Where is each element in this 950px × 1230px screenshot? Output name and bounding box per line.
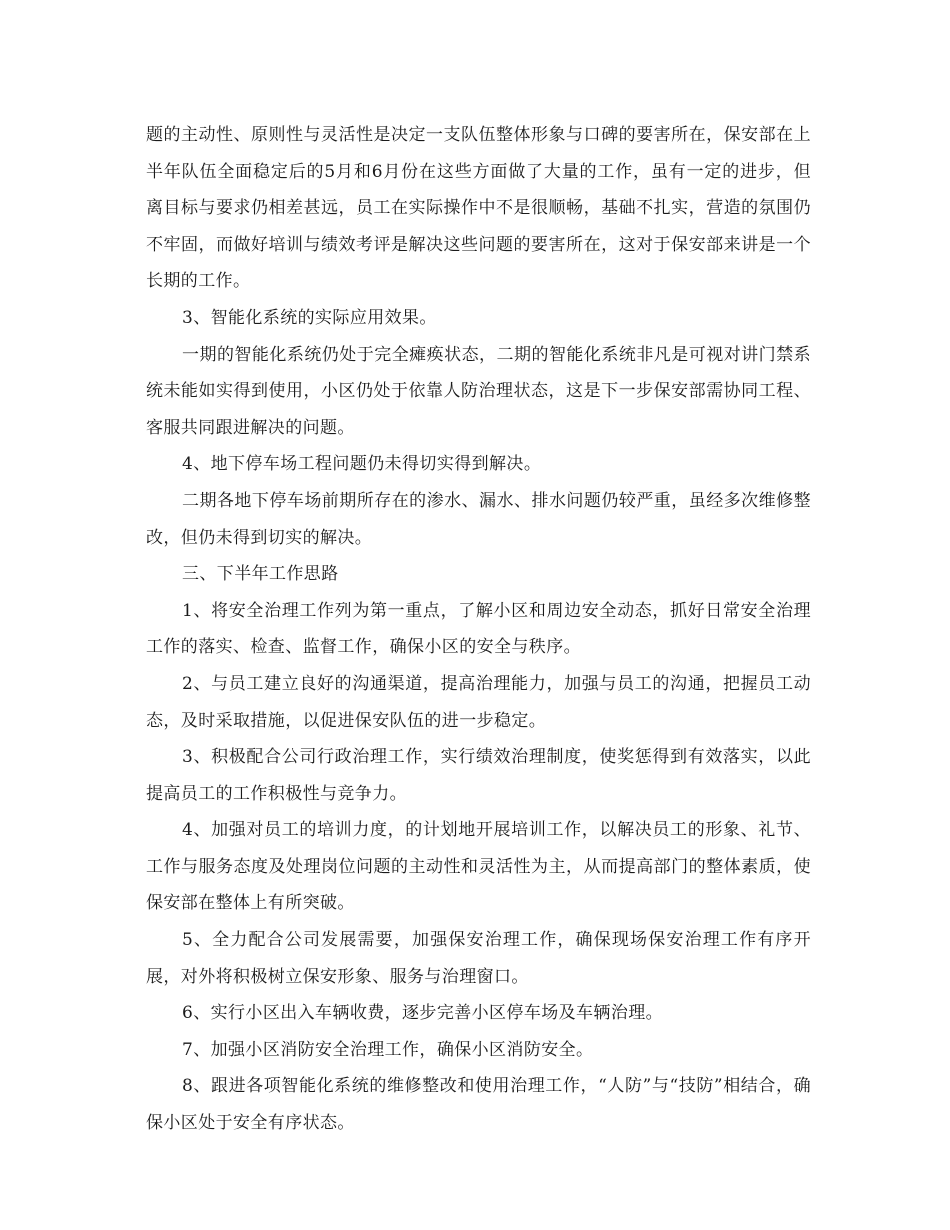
- section-heading: 三、下半年工作思路: [182, 564, 339, 585]
- paragraph: 4、加强对员工的培训力度，的计划地开展培训工作，以解决员工的形象、礼节、工作与服务态度及处理岗位问题的主动性和灵活性为主，从而提高部门的整体素质，使保安部在整体上有所突破。: [146, 820, 811, 914]
- paragraph: 6、实行小区出入车辆收费，逐步完善小区停车场及车辆治理。: [182, 1003, 664, 1024]
- paragraph: 2、与员工建立良好的沟通渠道，提高治理能力，加强与员工的沟通，把握员工动态，及时采取措施，以促进保安队伍的进一步稳定。: [146, 673, 811, 731]
- paragraph: 1、将安全治理工作列为第一重点，了解小区和周边安全动态，抓好日常安全治理工作的落实、检查、监督工作，确保小区的安全与秩序。: [146, 600, 811, 658]
- paragraph: 3、智能化系统的实际应用效果。: [182, 307, 437, 328]
- paragraph: 5、全力配合公司发展需要，加强保安治理工作，确保现场保安治理工作有序开展，对外将积极树立保安形象、服务与治理窗口。: [146, 930, 811, 987]
- paragraph: 7、加强小区消防安全治理工作，确保小区消防安全。: [182, 1039, 594, 1060]
- paragraph: 3、积极配合公司行政治理工作，实行绩效治理制度，使奖惩得到有效落实，以此提高员工的工作积极性与竞争力。: [146, 747, 811, 804]
- paragraph: 二期各地下停车场前期所存在的渗水、漏水、排水问题仍较严重，虽经多次维修整改，但仍未得到切实的解决。: [146, 490, 811, 548]
- document-body: [146, 117, 811, 1142]
- paragraph: 4、地下停车场工程问题仍未得切实得到解决。: [182, 454, 542, 475]
- paragraph: 一期的智能化系统仍处于完全瘫痪状态，二期的智能化系统非凡是可视对讲门禁系统未能如实得到使用，小区仍处于依靠人防治理状态，这是下一步保安部需协同工程、客服共同跟进解决的问题。: [146, 344, 811, 438]
- paragraph: 题的主动性、原则性与灵活性是决定一支队伍整体形象与口碑的要害所在，保安部在上半年队伍全面稳定后的5月和6月份在这些方面做了大量的工作，虽有一定的进步，但离目标与要求仍相差甚远，员工在实际操作中不是很顺畅，基础不扎实，营造的氛围仍不牢固，而做好培训与绩效考评是解决这些问题的要害所在，这对于保安部来讲是一个长期的工作。: [146, 125, 811, 292]
- paragraph: 8、跟进各项智能化系统的维修整改和使用治理工作，“人防”与“技防”相结合，确保小区处于安全有序状态。: [146, 1076, 811, 1134]
